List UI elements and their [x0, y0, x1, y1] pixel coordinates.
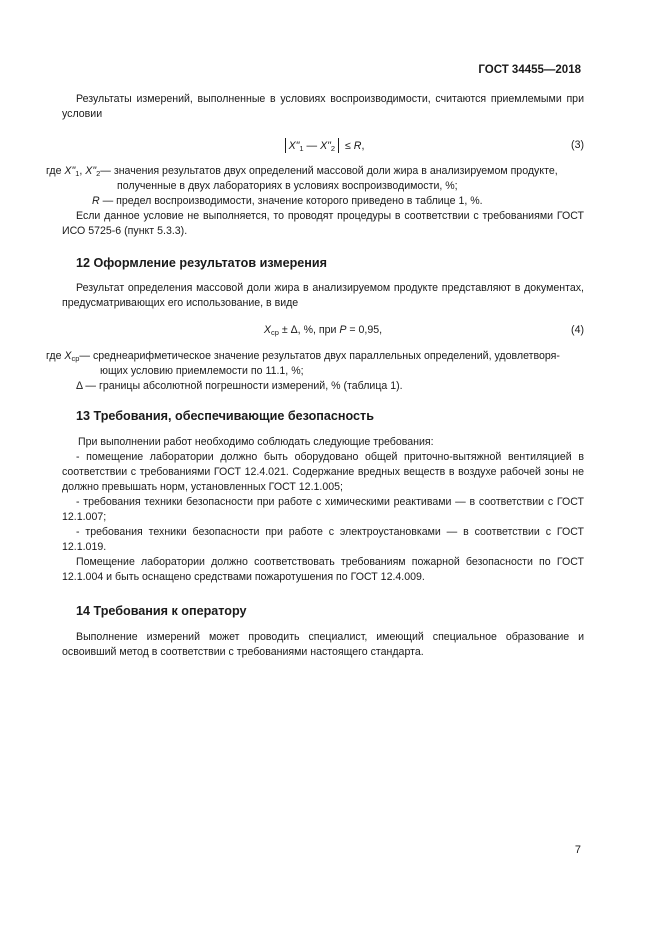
section-13-item-chemicals: - требования техники безопасности при работе с химическими реактивами — в соответствии с ГОСТ 12.1.007; — [62, 496, 584, 523]
where-4-x: X — [64, 350, 72, 362]
where-3-description: — значения результатов двух определений массовой доли жира в анализируемом продукте, — [100, 165, 558, 177]
formula-4-x-sub: ср — [270, 328, 279, 337]
where-3-definition — [46, 164, 584, 179]
page-number: 7 — [574, 844, 581, 856]
paragraph-reproducibility: Результаты измерений, выполненные в условиях воспроизводимости, считаются приемлемыми при условии — [62, 93, 584, 120]
abs-bar-right — [338, 138, 339, 153]
formula-3-minus: — — [303, 140, 321, 152]
where-4-x-sub: ср — [71, 354, 80, 363]
where-4-continuation: ющих условию приемлемости по 11.1, %; — [100, 365, 304, 377]
where-4-definition — [46, 349, 584, 364]
formula-3-relation: ≤ — [342, 140, 354, 152]
formula-4-expression — [62, 323, 584, 338]
formula-4-tail: = 0,95, — [346, 324, 383, 336]
where-3-sep: , — [79, 165, 86, 177]
formula-3-x1: X" — [288, 140, 300, 152]
formula-3-r: R — [353, 140, 362, 152]
formula-3-x2: X" — [320, 140, 331, 152]
section-13-item-electrical: - требования техники безопасности при работе с электроустановками — в соответствии с ГОСТ 12.1.019. — [62, 526, 584, 553]
where-4-lead: где — [46, 350, 65, 362]
formula-3-x1-sub: 1 — [299, 144, 304, 153]
formula-4-mid: ± Δ, %, при — [278, 324, 340, 336]
where-4-term — [46, 349, 79, 364]
section-13-item-ventilation: - помещение лаборатории должно быть оборудовано общей приточно-вытяжной вентиляцией в соответствии с требованиями ГОСТ 12.4.021. Содержание вредных веществ в воздухе рабочей зоны не должно превышать норм, установленных ГОСТ 12.1.005; — [62, 451, 584, 493]
r-symbol: R — [92, 195, 100, 207]
document-header-id: ГОСТ 34455—2018 — [478, 64, 581, 76]
formula-3-tail: , — [361, 140, 365, 152]
where-3-x1: X" — [64, 165, 76, 177]
section-14-heading: 14 Требования к оператору — [76, 604, 247, 618]
section-13-fire-safety: Помещение лаборатории должно соответствовать требованиям пожарной безопасности по ГОСТ 12.1.004 и быть оснащено средствами пожаротушения по ГОСТ 12.4.009. — [62, 556, 584, 583]
abs-bar-left — [285, 138, 286, 153]
r-description: — предел воспроизводимости, значение которого приведено в таблице 1, %. — [99, 195, 483, 207]
formula-3 — [62, 138, 584, 153]
formula-3-x2-sub: 2 — [330, 144, 336, 153]
formula-4-number: (4) — [571, 324, 584, 336]
where-3-x2-sub: 2 — [96, 169, 101, 178]
where-3-lead: где — [46, 165, 65, 177]
section-14-paragraph: Выполнение измерений может проводить специалист, имеющий специальное образование и освоивший метод в соответствии с требованиями настоящего стандарта. — [62, 631, 584, 658]
formula-4-x: X — [263, 324, 271, 336]
section-13-intro: При выполнении работ необходимо соблюдать следующие требования: — [78, 436, 434, 448]
document-body — [46, 92, 584, 660]
where-3-x2: X" — [85, 165, 97, 177]
formula-3-expression — [62, 138, 584, 154]
formula-3-number: (3) — [571, 139, 584, 151]
where-3-term — [46, 164, 100, 179]
r-definition — [62, 194, 584, 209]
where-4-description: — среднеарифметическое значение результатов двух параллельных определений, удовлетворя- — [79, 350, 560, 362]
where-3-continuation: полученные в двух лабораториях в условиях воспроизводимости, %; — [117, 180, 458, 192]
formula-4-p: P — [339, 324, 347, 336]
where-3-x1-sub: 1 — [75, 169, 80, 178]
section-13-heading: 13 Требования, обеспечивающие безопасность — [76, 409, 374, 423]
delta-definition: Δ — границы абсолютной погрешности измерений, % (таблица 1). — [76, 380, 403, 392]
section-12-paragraph: Результат определения массовой доли жира в анализируемом продукте представляют в документах, предусматривающих его использование, в виде — [62, 282, 584, 309]
formula-4 — [62, 323, 584, 338]
section-12-heading: 12 Оформление результатов измерения — [76, 256, 328, 270]
paragraph-condition-not-met: Если данное условие не выполняется, то проводят процедуры в соответствии с требованиями ГОСТ ИСО 5725-6 (пункт 5.3.3). — [62, 210, 584, 237]
